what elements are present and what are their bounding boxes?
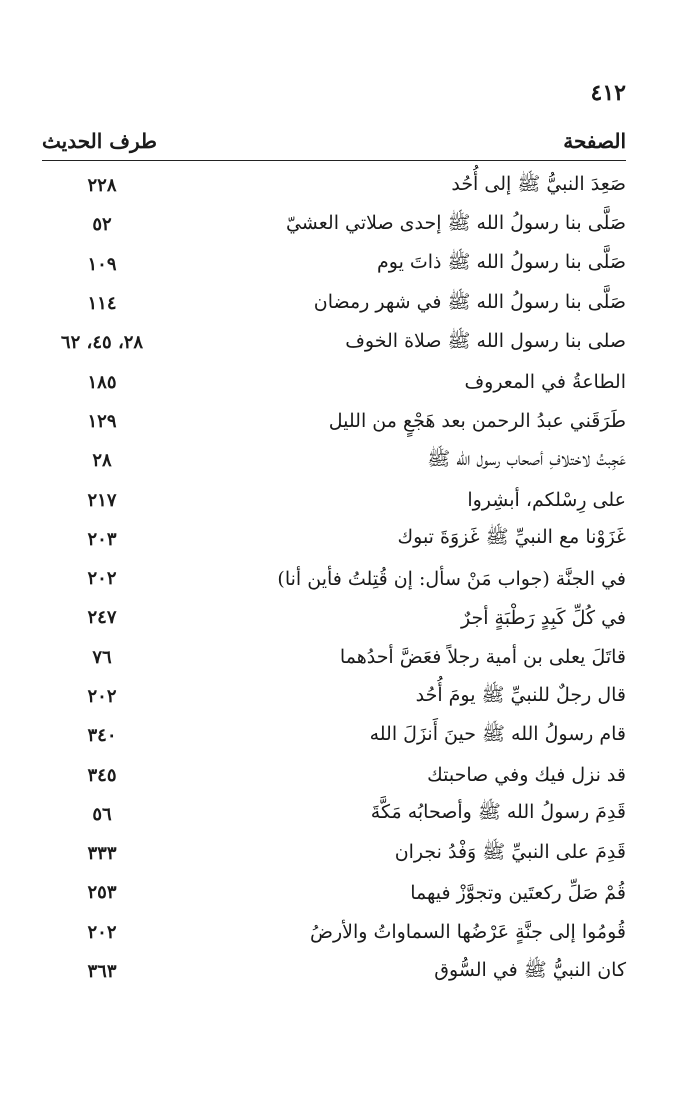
index-entry (42, 402, 626, 441)
hadith-text: قال رجلٌ للنبيِّ ﷺ يومَ أُحُد (415, 683, 626, 706)
hadith-index-list (42, 166, 626, 991)
hadith-text: قَدِمَ رسولُ الله ﷺ وأصحابُه مَكَّةَ (370, 801, 626, 824)
hadith-text: قام رسولُ الله ﷺ حينَ أَنزَلَ الله (369, 722, 626, 745)
page-reference: ٢٨، ٤٥، ٦٢ (60, 332, 144, 354)
index-entry (42, 166, 626, 205)
page-reference: ٧٦ (92, 646, 112, 668)
hadith-text: صلى بنا رسول الله ﷺ صلاة الخوف (345, 329, 626, 352)
hadith-text: صَلَّى بنا رسولُ الله ﷺ ذاتَ يوم (376, 251, 626, 274)
hadith-text: قد نزل فيك وفي صاحبتك (427, 764, 626, 787)
hadith-text: في الجنَّة (جواب مَنْ سأل: إن قُتِلتُ فأين أنا) (277, 567, 626, 590)
page-reference: ٢١٧ (87, 489, 117, 511)
page-reference: ٣٦٣ (87, 961, 117, 983)
index-entry (42, 952, 626, 991)
hadith-text: الطاعةُ في المعروف (464, 371, 626, 394)
page-reference: ٢٠٢ (87, 686, 117, 707)
hadith-column-title: طرف الحديث (42, 129, 157, 153)
index-entry (42, 716, 626, 755)
hadith-text: صَلَّى بنا رسولُ الله ﷺ في شهر رمضان (313, 290, 626, 313)
page-reference: ٥٦ (92, 803, 112, 825)
index-entry (42, 441, 626, 480)
page-reference: ٢٢٨ (87, 175, 117, 197)
page-reference: ٢٠٢ (87, 921, 117, 943)
index-entry (42, 480, 626, 519)
page-reference: ١٨٥ (87, 371, 117, 393)
page-reference: ٢٤٧ (87, 607, 117, 629)
page-reference: ١٢٩ (87, 410, 117, 432)
index-entry (42, 520, 626, 559)
index-entry (42, 284, 626, 323)
index-entry (42, 755, 626, 794)
index-entry (42, 677, 626, 716)
hadith-text: على رِسْلكم، أبشِروا (467, 489, 626, 512)
page-reference: ٢٠٣ (87, 528, 117, 550)
hadith-text: في كُلِّ كَبِدٍ رَطْبَةٍ أجرٌ (461, 606, 626, 629)
page-reference: ١١٤ (87, 293, 117, 315)
page-reference: ٣٤٠ (87, 725, 117, 747)
index-entry (42, 873, 626, 912)
page-column-title: الصفحة (563, 129, 626, 153)
hadith-text: صَعِدَ النبيُّ ﷺ إلى أُحُد (451, 172, 626, 195)
index-entry (42, 559, 626, 598)
hadith-text: طَرَقَني عبدُ الرحمن بعد هَجْعٍ من الليل (328, 410, 626, 433)
page-reference: ٣٤٥ (87, 764, 117, 786)
index-entry (42, 362, 626, 401)
index-entry (42, 913, 626, 952)
index-entry (42, 323, 626, 362)
page-reference: ٢٠٢ (87, 568, 117, 590)
header-divider (42, 160, 626, 161)
page-reference: ٢٨ (92, 450, 112, 472)
hadith-text: قاتَلَ يعلى بن أمية رجلاً فعَضَّ أحدُهما (339, 646, 626, 669)
hadith-text: صَلَّى بنا رسولُ الله ﷺ إحدى صلاتي العشيّ (285, 211, 626, 234)
page-reference: ٥٢ (92, 214, 112, 236)
index-entry (42, 245, 626, 284)
index-entry (42, 834, 626, 873)
page-reference: ١٠٩ (87, 253, 117, 275)
page-reference: ٣٣٣ (87, 843, 117, 865)
index-entry (42, 638, 626, 677)
index-entry (42, 205, 626, 244)
hadith-text: قَدِمَ على النبيِّ ﷺ وَفْدُ نجران (394, 840, 626, 863)
index-header (42, 122, 626, 160)
hadith-text: كان النبيُّ ﷺ في السُّوق (434, 958, 626, 981)
hadith-text: قُومُوا إلى جنَّةٍ عَرْضُها السماواتُ والأرضُ (309, 921, 626, 944)
index-entry (42, 598, 626, 637)
index-entry (42, 795, 626, 834)
hadith-text: غَزَوْنا مع النبيِّ ﷺ غَزوَةَ تبوك (397, 526, 626, 549)
page-reference: ٢٥٣ (87, 882, 117, 904)
hadith-text: قُمْ صَلِّ ركعتَين وتجوَّزْ فيهما (410, 881, 626, 904)
page-number: ٤١٢ (590, 80, 626, 106)
hadith-text: عَجِبتُ لاختلافِ أصحاب رسول الله ﷺ (427, 447, 626, 470)
